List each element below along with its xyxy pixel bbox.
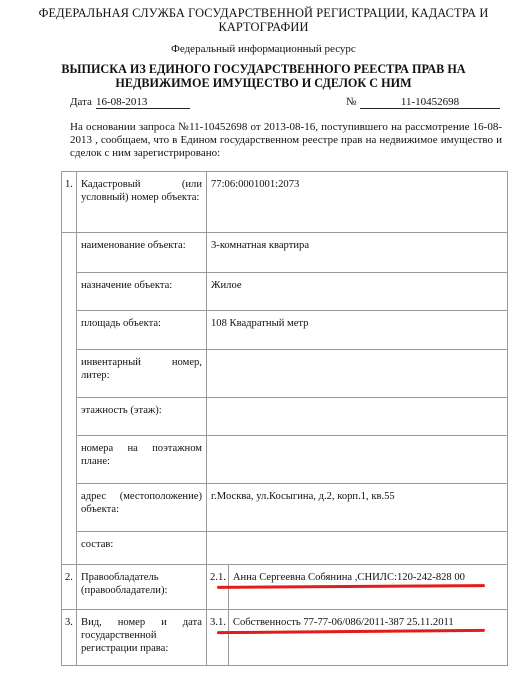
date-label: Дата <box>70 96 92 108</box>
registration-subnumber: 3.1. <box>207 610 229 666</box>
floors-label: этажность (этаж): <box>77 398 207 436</box>
number-value: 11-10452698 <box>360 96 500 109</box>
composition-value <box>207 532 508 565</box>
address-value: г.Москва, ул.Косыгина, д.2, корп.1, кв.55 <box>207 484 508 532</box>
inventory-number-value <box>207 350 508 398</box>
floors-value <box>207 398 508 436</box>
agency-header <box>0 6 527 34</box>
table-row <box>62 233 508 273</box>
intro-paragraph: На основании запроса №11-10452698 от 2013-08-16, поступившего на рассмотрение 16-08-2013 , сообщаем, что в Едином государственном реестре прав на недвижимое имущество и сделок с ним зарегистрировано: <box>70 121 502 159</box>
table-row <box>62 350 508 398</box>
registration-value: Собственность 77-77-06/086/2011-387 25.11.2011 <box>228 610 507 666</box>
object-name-label: наименование объекта: <box>77 233 207 273</box>
right-holder-label: Правообладатель (правообладатели): <box>77 565 207 610</box>
table-row <box>62 436 508 484</box>
registry-table <box>61 171 508 666</box>
table-row <box>62 610 508 666</box>
object-purpose-label: назначение объекта: <box>77 273 207 311</box>
table-row <box>62 273 508 311</box>
object-area-value: 108 Квадратный метр <box>207 311 508 350</box>
document-title-line2: НЕДВИЖИМОЕ ИМУЩЕСТВО И СДЕЛОК С НИМ <box>115 76 412 90</box>
row-number: 3. <box>62 610 77 666</box>
cadastral-number-value: 77:06:0001001:2073 <box>207 172 508 233</box>
object-purpose-value: Жилое <box>207 273 508 311</box>
right-holder-subnumber: 2.1. <box>207 565 229 610</box>
cadastral-number-label: Кадастровый (или условный) номер объекта: <box>77 172 207 233</box>
table-row <box>62 484 508 532</box>
table-row <box>62 532 508 565</box>
registration-label: Вид, номер и дата государственной регистрации права: <box>77 610 207 666</box>
row-number: 1. <box>62 172 77 233</box>
object-name-value: 3-комнатная квартира <box>207 233 508 273</box>
floor-plan-value <box>207 436 508 484</box>
resource-subtitle: Федеральный информационный ресурс <box>171 43 356 55</box>
document-title-line1: ВЫПИСКА ИЗ ЕДИНОГО ГОСУДАРСТВЕННОГО РЕЕСТРА ПРАВ НА <box>61 62 466 76</box>
document-title <box>0 62 527 90</box>
object-area-label: площадь объекта: <box>77 311 207 350</box>
number-label: № <box>346 96 357 108</box>
composition-label: состав: <box>77 532 207 565</box>
right-holder-value: Анна Сергеевна Собянина ,СНИЛС:120-242-828 00 <box>228 565 507 610</box>
date-value: 16-08-2013 <box>96 96 190 109</box>
table-row <box>62 172 508 233</box>
agency-header-line2: КАРТОГРАФИИ <box>218 20 309 34</box>
inventory-number-label: инвентарный номер, литер: <box>77 350 207 398</box>
agency-header-line1: ФЕДЕРАЛЬНАЯ СЛУЖБА ГОСУДАРСТВЕННОЙ РЕГИСТРАЦИИ, КАДАСТРА И <box>38 6 489 20</box>
address-label: адрес (местоположение) объекта: <box>77 484 207 532</box>
row-number: 2. <box>62 565 77 610</box>
table-row <box>62 311 508 350</box>
floor-plan-label: номера на поэтажном плане: <box>77 436 207 484</box>
table-row <box>62 398 508 436</box>
